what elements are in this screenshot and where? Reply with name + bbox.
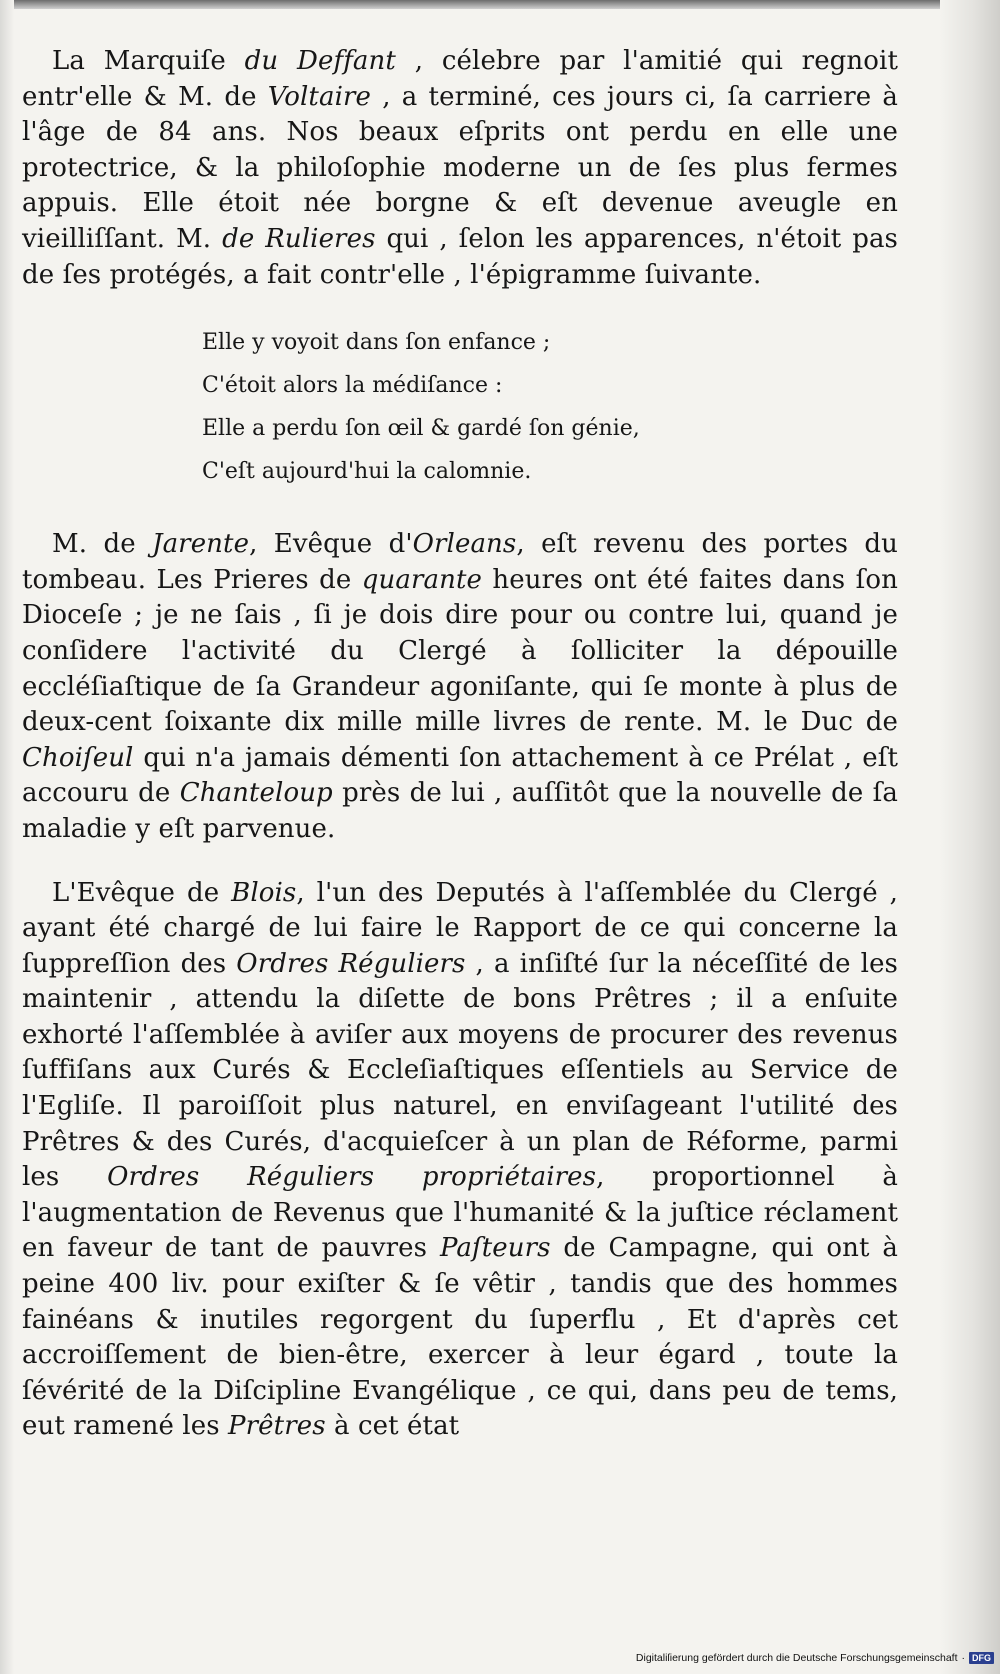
text-run: , proportionnel à l'augmentation de Revenus que l'humanité & la juſtice réclament en faveur de tant de pauvres	[22, 1162, 899, 1264]
italic-term: Paſteurs	[439, 1233, 551, 1264]
italic-term: Orleans	[412, 529, 517, 560]
dfg-logo-icon: DFG	[969, 1652, 994, 1664]
scan-top-edge	[0, 0, 1000, 9]
text-run: , eſt revenu des portes du tombeau. Les Prieres de	[22, 529, 899, 595]
epigram	[202, 321, 898, 493]
text-run: , célebre par l'amitié qui regnoit entr'elle & M. de	[22, 46, 898, 112]
book-page	[22, 44, 898, 1473]
epigram-line: Elle a perdu ſon œil & gardé ſon génie,	[202, 416, 640, 442]
text-run: , l'un des Deputés à l'aſſemblée du Clergé , ayant été chargé de lui faire le Rapport de ce qui concerne la ſuppreſſion des	[22, 877, 898, 979]
text-run: , Evêque d'	[249, 529, 413, 560]
paragraph-jarente	[22, 527, 898, 847]
italic-term: Ordres Réguliers	[236, 948, 466, 979]
text-run: heures ont été faites dans ſon Dioceſe ; je ne ſais , ſi je dois dire pour ou contre lui, quand je conſidere l'activité du Clergé à ſolliciter la dépouille eccléſiaſtique de ſa Grandeur agoniſante, qui ſe monte à plus de deux-cent ſoixante dix mille mille livres de rente. M. le Duc de	[22, 564, 898, 738]
italic-term: quarante	[361, 564, 482, 595]
italic-term: du Deffant	[244, 46, 396, 76]
epigram-line: C'eſt aujourd'hui la calomnie.	[202, 459, 532, 485]
text-run: L'Evêque de	[52, 877, 232, 908]
italic-term: Voltaire	[267, 81, 372, 112]
credit-text: Digitaliſierung gefördert durch die Deutsche Forschungsgemeinschaft	[635, 1652, 958, 1664]
separator: ·	[961, 1652, 965, 1664]
epigram-line: Elle y voyoit dans ſon enfance ;	[202, 330, 551, 356]
italic-term: de Rulieres	[222, 223, 376, 254]
text-run: , a terminé, ces jours ci, ſa carriere à l'âge de 84 ans. Nos beaux eſprits ont perdu en elle une protectrice, & la philoſophie moderne un de ſes plus fermes appuis. Elle étoit née borgne & eſt devenue aveugle en vieilliſſant. M.	[22, 81, 898, 254]
digitization-credit	[636, 1652, 994, 1664]
text-run: M. de	[52, 529, 153, 560]
scan-right-edge	[940, 0, 1000, 1674]
text-run: La Marquiſe	[52, 46, 245, 76]
text-run: qui , ſelon les apparences, n'étoit pas de ſes protégés, a fait contr'elle , l'épigramme ſuivante.	[22, 223, 898, 290]
italic-term: Choiſeul	[22, 742, 134, 773]
italic-term: Ordres Réguliers propriétaires	[107, 1162, 597, 1193]
text-run: , a inſiſté ſur la néceſſité de les maintenir , attendu la diſette de bons Prêtres ; il a enſuite exhorté l'aſſemblée à aviſer aux moyens de procurer des revenus ſuffiſans aux Curés & Eccleſiaſtiques eſſentiels au Service de l'Egliſe. Il paroiſſoit plus naturel, en enviſageant l'utilité des Prêtres & des Curés, d'acquieſcer à un plan de Réforme, parmi les	[22, 948, 898, 1193]
paragraph-du-deffant	[22, 44, 898, 293]
italic-term: Prêtres	[228, 1411, 326, 1442]
italic-term: Blois	[231, 877, 297, 908]
text-run: à cet état	[325, 1411, 460, 1442]
epigram-line: C'étoit alors la médiſance :	[202, 373, 503, 399]
text-run: de Campagne, qui ont à peine 400 liv. pour exiſter & ſe vêtir , tandis que des hommes fainéans & inutiles regorgent du ſuperflu , Et d'après cet accroiſſement de bien-être, exercer à leur égard , toute la ſévérité de la Diſcipline Evangélique , ce qui, dans peu de tems, eut ramené les	[22, 1233, 898, 1442]
text-run: qui n'a jamais démenti ſon attachement à ce Prélat , eſt accouru de	[22, 742, 898, 809]
italic-term: Chanteloup	[179, 778, 333, 809]
scan-left-edge	[0, 0, 14, 1674]
paragraph-blois	[22, 876, 898, 1446]
italic-term: Jarente	[152, 529, 250, 560]
text-run: près de lui , auſſitôt que la nouvelle de ſa maladie y eſt parvenue.	[22, 778, 899, 844]
